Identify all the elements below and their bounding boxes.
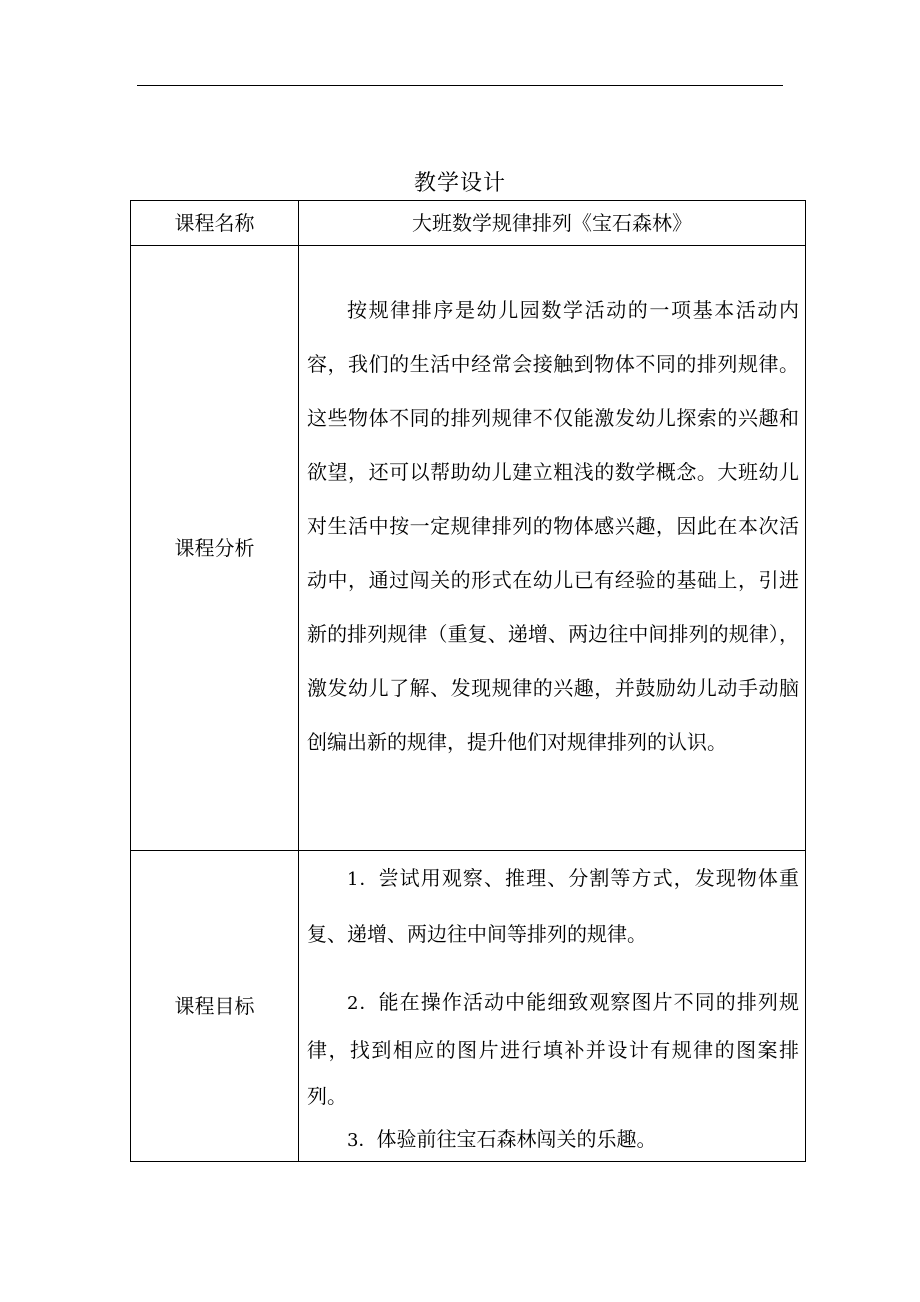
goal-text: 尝试用观察、推理、分割等方式，发现物体重复、递增、两边往中间等排列的规律。 <box>307 866 800 946</box>
goal-number: 1． <box>347 869 379 890</box>
course-analysis-text: 按规律排序是幼儿园数学活动的一项基本活动内容，我们的生活中经常会接触到物体不同的排列规律。这些物体不同的排列规律不仅能激发幼儿探索的兴趣和欲望，还可以帮助幼儿建立粗浅的数学概念。大班幼儿对生活中按一定规律排列的物体感兴趣，因此在本次活动中，通过闯关的形式在幼儿已有经验的基础上，引进新的排列规律（重复、递增、两边往中间排列的规律），激发幼儿了解、发现规律的兴趣，并鼓励幼儿动手动脑创编出新的规律，提升他们对规律排列的认识。 <box>307 298 799 754</box>
goal-text: 能在操作活动中能细致观察图片不同的排列规律，找到相应的图片进行填补并设计有规律的图案排列。 <box>307 990 800 1108</box>
course-name-value: 大班数学规律排列《宝石森林》 <box>299 201 806 246</box>
course-name-row <box>131 201 806 246</box>
course-analysis-label: 课程分析 <box>131 246 299 851</box>
document-title: 教学设计 <box>413 171 506 196</box>
header-rule <box>137 85 783 86</box>
goal-item <box>299 1119 805 1161</box>
goal-number: 2． <box>347 993 379 1014</box>
course-analysis-row <box>131 246 806 851</box>
course-goals-row <box>131 851 806 1162</box>
course-goals-cell <box>299 851 806 1162</box>
goal-item <box>299 979 805 1119</box>
course-goals-label: 课程目标 <box>131 851 299 1162</box>
goal-text: 体验前往宝石森林闯关的乐趣。 <box>376 1127 657 1151</box>
course-name-label: 课程名称 <box>131 201 299 246</box>
goal-item <box>299 851 805 961</box>
course-design-table <box>130 200 806 1162</box>
course-analysis-cell <box>299 246 806 851</box>
goal-number: 3． <box>347 1130 377 1151</box>
